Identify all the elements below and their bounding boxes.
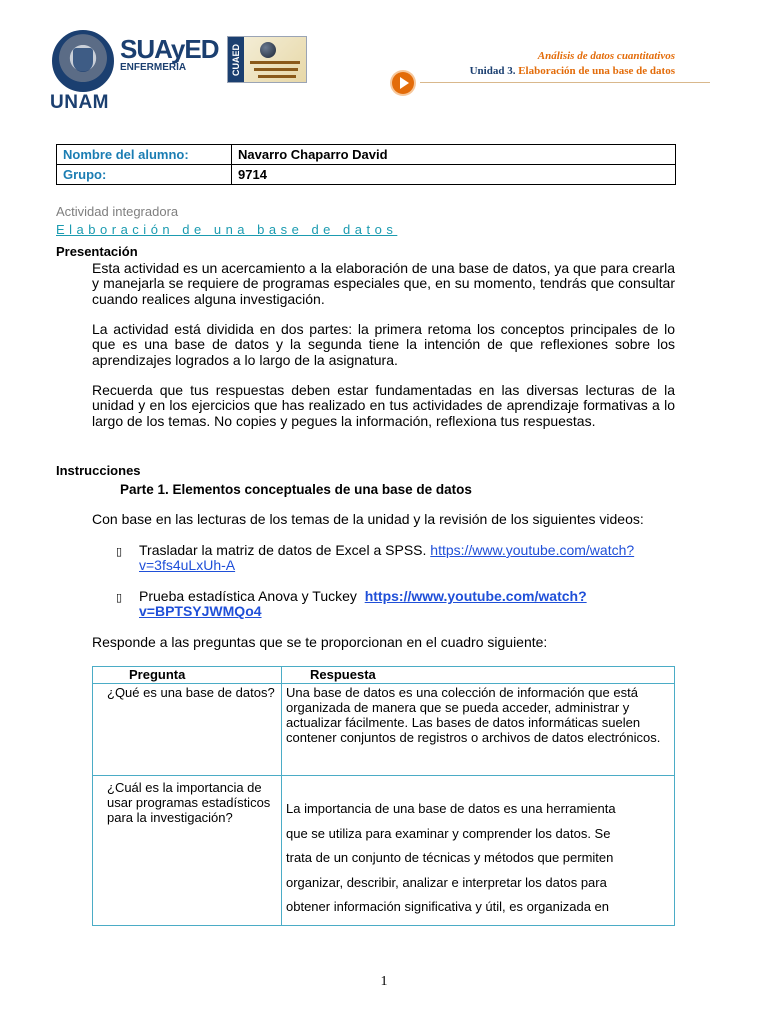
answer-cell xyxy=(282,776,675,926)
column-header-question: Pregunta xyxy=(93,667,282,684)
cuaed-logo xyxy=(227,36,307,83)
cuaed-bar xyxy=(250,61,300,64)
answer-line: La importancia de una base de datos es una herramienta xyxy=(286,801,616,816)
bullet-icon: ▯ xyxy=(116,592,123,604)
table-row xyxy=(93,684,675,776)
suayed-logo xyxy=(120,34,219,80)
unit-name: Elaboración de una base de datos xyxy=(518,65,675,77)
qa-table xyxy=(92,666,675,926)
activity-title: Elaboración de una base de datos xyxy=(56,222,398,237)
list-item xyxy=(139,543,679,574)
answer-line: obtener información significativa y útil, es organizada en xyxy=(286,899,610,914)
bullet-text: Trasladar la matriz de datos de Excel a SPSS. xyxy=(139,542,427,558)
instrucciones-heading: Instrucciones xyxy=(56,463,141,478)
play-icon xyxy=(392,72,414,94)
video-link-1-continued[interactable]: v=3fs4uLxUh-A xyxy=(139,557,236,574)
unam-logo-text: UNAM xyxy=(50,92,109,113)
table-row xyxy=(93,776,675,926)
part1-heading: Parte 1. Elementos conceptuales de una base de datos xyxy=(120,482,472,497)
suayed-logo-title: SUAyED xyxy=(120,34,219,64)
presentacion-paragraph-2: La actividad está dividida en dos partes: la primera retoma los conceptos principales de lo que es una base de datos y la segunda tiene la intención de que reflexiones sobre los aprendizajes logrados a lo largo de la asignatura. xyxy=(92,321,675,368)
question-cell: ¿Cuál es la importancia de usar programas estadísticos para la investigación? xyxy=(93,776,282,926)
video-link-2-continued[interactable]: v=BPTSYJWMQo4 xyxy=(139,603,262,620)
answer-line: trata de un conjunto de técnicas y métodos que permiten xyxy=(286,850,614,865)
unam-seal-icon xyxy=(52,30,114,92)
presentacion-paragraph-1: Esta actividad es un acercamiento a la elaboración de una base de datos, ya que para crearla y manejarla se requiere de programas especiales que, en su momento, tendrás que consultar cuando realices alguna investigación. xyxy=(92,260,675,307)
question-cell: ¿Qué es una base de datos? xyxy=(93,684,282,776)
column-header-answer: Respuesta xyxy=(282,667,675,684)
cuaed-logo-text: CUAED xyxy=(228,37,244,82)
bullet-text: Prueba estadística Anova y Tuckey xyxy=(139,588,357,604)
globe-icon xyxy=(260,42,276,58)
answer-cell: Una base de datos es una colección de información que está organizada de manera que se pueda acceder, administrar y actualizar fácilmente. Las bases de datos informáticas suelen contener conjuntos de registros o archivos de datos electrónicos. xyxy=(282,684,675,776)
answer-line: organizar, describir, analizar e interpretar los datos para xyxy=(286,874,607,890)
unit-prefix: Unidad 3. xyxy=(469,65,516,77)
student-info-table xyxy=(56,144,676,185)
instrucciones-intro: Con base en las lecturas de los temas de la unidad y la revisión de los siguientes videos: xyxy=(92,511,644,527)
unam-logo xyxy=(50,30,116,113)
header-divider xyxy=(420,82,710,83)
name-label: Nombre del alumno: xyxy=(57,145,232,165)
unit-title xyxy=(470,65,675,77)
table-header-row xyxy=(93,667,675,684)
answer-line: que se utiliza para examinar y comprender los datos. Se xyxy=(286,825,611,841)
group-label: Grupo: xyxy=(57,165,232,185)
video-link-2[interactable]: https://www.youtube.com/watch? xyxy=(364,588,587,604)
table-row xyxy=(57,165,676,185)
name-value: Navarro Chaparro David xyxy=(232,145,676,165)
group-value: 9714 xyxy=(232,165,676,185)
cuaed-bar xyxy=(254,68,298,71)
cuaed-bar xyxy=(258,75,296,78)
presentacion-heading: Presentación xyxy=(56,244,138,259)
suayed-logo-subtitle: ENFERMERÍA xyxy=(120,62,187,73)
activity-label: Actividad integradora xyxy=(56,204,179,219)
table-row xyxy=(57,145,676,165)
responde-text: Responde a las preguntas que se te proporcionan en el cuadro siguiente: xyxy=(92,634,548,650)
presentacion-paragraph-3: Recuerda que tus respuestas deben estar fundamentadas en las diversas lecturas de la unidad y en los ejercicios que has realizado en tus actividades de aprendizaje formativas a lo largo de los temas. No copies y pegues la información, reflexiona tus respuestas. xyxy=(92,382,675,429)
course-title: Análisis de datos cuantitativos xyxy=(537,50,675,62)
bullet-icon: ▯ xyxy=(116,546,123,558)
list-item xyxy=(139,589,679,620)
page-number: 1 xyxy=(380,974,388,989)
video-link-1[interactable]: https://www.youtube.com/watch? xyxy=(430,542,635,558)
